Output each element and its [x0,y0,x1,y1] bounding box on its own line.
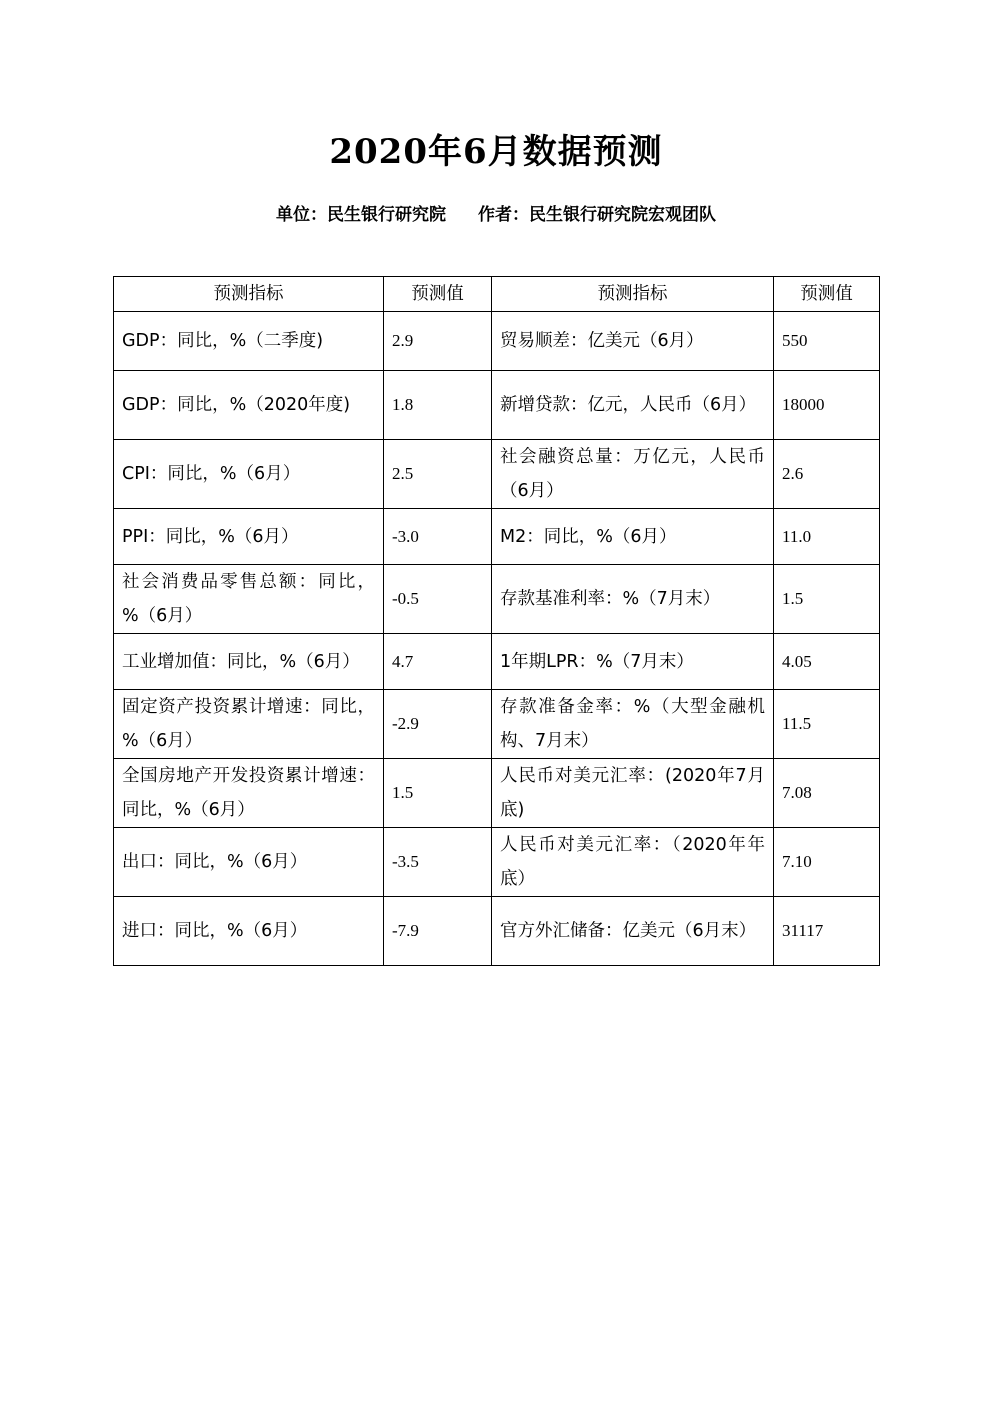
right-value: 2.6 [774,440,880,509]
right-indicator: 存款基准利率：%（7月末） [492,565,774,634]
right-indicator: 贸易顺差：亿美元（6月） [492,312,774,371]
left-value: -3.5 [384,828,492,897]
table-row [114,690,880,759]
left-value: 1.5 [384,759,492,828]
right-indicator: 存款准备金率：%（大型金融机构、7月末） [492,690,774,759]
header-value-left: 预测值 [384,277,492,312]
forecast-table [113,276,880,966]
table-header-row [114,277,880,312]
unit-label: 单位：民生银行研究院 [276,205,446,225]
left-indicator: 社会消费品零售总额：同比，%（6月） [114,565,384,634]
table-row [114,565,880,634]
table-row [114,759,880,828]
left-indicator: PPI：同比，%（6月） [114,509,384,565]
table-row [114,440,880,509]
right-value: 11.0 [774,509,880,565]
right-indicator: 人民币对美元汇率：(2020年7月底) [492,759,774,828]
right-indicator: M2：同比，%（6月） [492,509,774,565]
table-row [114,509,880,565]
left-indicator: 全国房地产开发投资累计增速：同比，%（6月） [114,759,384,828]
right-value: 31117 [774,897,880,966]
table-row [114,828,880,897]
left-indicator: GDP：同比，%（2020年度) [114,371,384,440]
header-value-right: 预测值 [774,277,880,312]
right-indicator: 官方外汇储备：亿美元（6月末） [492,897,774,966]
right-indicator: 人民币对美元汇率：（2020年年底） [492,828,774,897]
right-indicator: 1年期LPR：%（7月末） [492,634,774,690]
left-indicator: 工业增加值：同比，%（6月） [114,634,384,690]
left-indicator: GDP：同比，%（二季度) [114,312,384,371]
left-indicator: CPI：同比，%（6月） [114,440,384,509]
right-value: 11.5 [774,690,880,759]
left-indicator: 进口：同比，%（6月） [114,897,384,966]
right-indicator: 社会融资总量：万亿元，人民币（6月） [492,440,774,509]
right-value: 550 [774,312,880,371]
right-value: 1.5 [774,565,880,634]
table-row [114,634,880,690]
header-indicator-right: 预测指标 [492,277,774,312]
right-indicator: 新增贷款：亿元，人民币（6月） [492,371,774,440]
right-value: 4.05 [774,634,880,690]
left-indicator: 出口：同比，%（6月） [114,828,384,897]
left-value: -2.9 [384,690,492,759]
right-value: 18000 [774,371,880,440]
left-value: -0.5 [384,565,492,634]
right-value: 7.08 [774,759,880,828]
left-value: 1.8 [384,371,492,440]
author-label: 作者：民生银行研究院宏观团队 [478,205,716,225]
left-value: 4.7 [384,634,492,690]
table-row [114,897,880,966]
page-title: 2020年6月数据预测 [329,132,663,172]
left-value: -7.9 [384,897,492,966]
table-row [114,371,880,440]
left-value: 2.9 [384,312,492,371]
byline [0,200,992,225]
left-value: 2.5 [384,440,492,509]
table-row [114,312,880,371]
left-value: -3.0 [384,509,492,565]
header-indicator-left: 预测指标 [114,277,384,312]
right-value: 7.10 [774,828,880,897]
left-indicator: 固定资产投资累计增速：同比，%（6月） [114,690,384,759]
